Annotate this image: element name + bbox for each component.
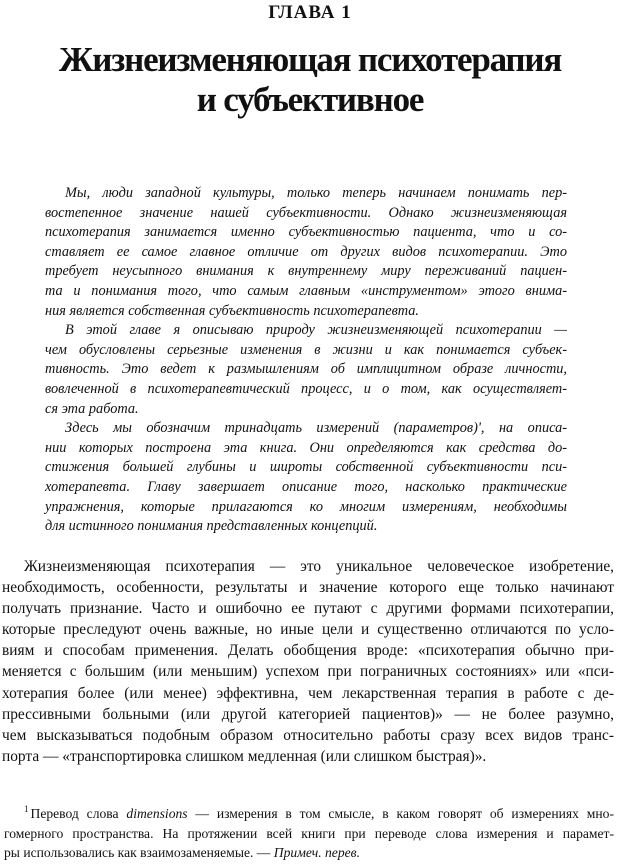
body-line: необходимость, особенности, результаты и значение которого еще только начинают xyxy=(2,579,614,597)
footnote xyxy=(4,804,614,863)
body-line: меняется с большим (или меньшим) успехом при пограничных состояниях» или «пси- xyxy=(2,663,614,681)
epigraph-line: ния является собственная субъективность психотерапевта. xyxy=(45,302,420,319)
epigraph-line: вовлеченной в психотерапевтический процесс, и о том, как осуществляет- xyxy=(45,380,567,397)
epigraph-line: чем обусловлены серьезные изменения в жизни и как понимается субъек- xyxy=(45,341,567,358)
epigraph-line: востепенное значение нашей субъективности. Однако жизнеизменяющая xyxy=(45,204,567,221)
epigraph-line: В этой главе я описываю природу жизнеизменяющей психотерапии — xyxy=(65,322,567,339)
epigraph-line: стижения большей глубины и широты собственной субъективности пси- xyxy=(45,459,567,476)
footnote-line-3 xyxy=(4,843,614,863)
epigraph-line: ставляет ее самое главное отличие от других видов психотерапии. Это xyxy=(45,243,567,260)
chapter-title xyxy=(0,40,620,120)
epigraph-line: хотерапевта. Главу завершает описание того, насколько практические xyxy=(45,478,567,495)
chapter-title-line-1: Жизнеизменяющая психотерапия xyxy=(58,40,562,79)
footnote-text: ры использовались как взаимозаменяемые. — xyxy=(4,845,274,860)
chapter-label: ГЛАВА 1 xyxy=(268,2,352,23)
epigraph-line: Мы, люди западной культуры, только теперь начинаем понимать пер- xyxy=(65,185,567,201)
body-line: которые преследуют очень важные, но иные цели и существенно отличаются по усло- xyxy=(2,621,614,639)
footnote-text: Перевод слова xyxy=(30,806,127,821)
epigraph-line: тивность. Это ведет к размышлениям об имплицитном образе личности, xyxy=(45,361,567,378)
epigraph-line: упражнения, которые прилагаются ко многим измерениям, необходимы xyxy=(45,498,567,515)
footnote-marker: 1 xyxy=(24,804,29,815)
epigraph-line: психотерапия занимается именно субъективностью пациента, что и со- xyxy=(45,224,567,241)
epigraph-line: Здесь мы обозначим тринадцать измерений (параметров)', на описа- xyxy=(65,420,567,437)
body-line: порта — «транспортировка слишком медленная (или слишком быстрая)». xyxy=(2,747,487,765)
epigraph-line: для истинного понимания представленных концепций. xyxy=(45,518,378,535)
epigraph-line: требует неусыпного внимания к внутреннему миру переживаний пациен- xyxy=(45,263,567,280)
chapter-title-line-2: и субъективное xyxy=(196,80,424,119)
body-line: чем высказываться подобным образом относительно работы сразу всех видов транс- xyxy=(2,726,614,744)
epigraph-line: ся эта работа. xyxy=(45,400,139,417)
body-paragraph xyxy=(2,556,614,767)
footnote-line-1 xyxy=(4,804,614,824)
footnote-translator-note: Примеч. перев. xyxy=(273,845,360,860)
footnote-line-2: гомерного пространства. На протяжении всей книги при переводе слова измерения и парамет- xyxy=(4,825,614,841)
chapter-epigraph xyxy=(45,184,567,537)
body-line: прессивными больными (или другой категорией пациентов)» — не более разумно, xyxy=(2,705,614,723)
footnote-text: — измерения в том смысле, в каком говорят об измерениях мно- xyxy=(187,806,614,821)
body-line: получать признание. Часто и ошибочно ее путают с другими формами психотерапии, xyxy=(2,600,614,618)
body-line: хотерапия более (или менее) эффективна, чем лекарственная терапия в работе с де- xyxy=(2,684,614,702)
epigraph-line: нии которых построена эта книга. Они определяются как средства до- xyxy=(45,439,567,456)
body-line: Жизнеизменяющая психотерапия — это уникальное человеческое изобретение, xyxy=(24,558,614,575)
body-line: виям и способам применения. Делать обобщения вроде: «психотерапия обычно при- xyxy=(2,642,614,660)
footnote-term: dimensions xyxy=(126,806,188,821)
epigraph-line: та и понимания того, что самым главным «инструментом» этого внима- xyxy=(45,282,567,299)
